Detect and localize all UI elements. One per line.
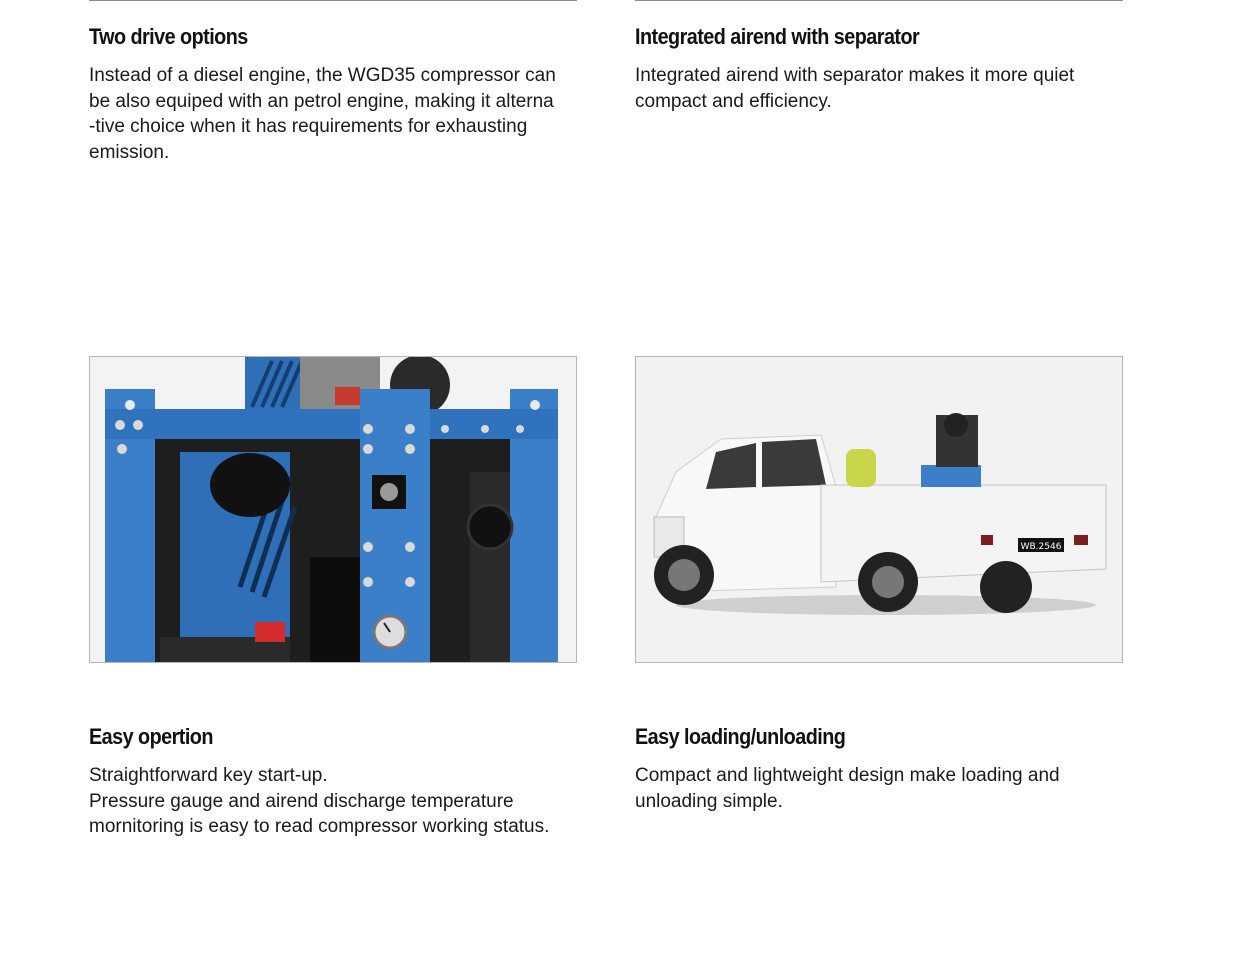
- feature-description-easy-operation: [89, 763, 549, 840]
- pickup-truck-photo-icon: [636, 357, 1122, 662]
- description-line: Compact and lightweight design make loading and: [635, 765, 1060, 786]
- description-line: -tive choice when it has requirements for exhausting: [89, 116, 528, 137]
- description-line: mornitoring is easy to read compressor working status.: [89, 816, 550, 837]
- feature-description-easy-loading: [635, 763, 1060, 814]
- license-plate-text: WB.2546: [1020, 542, 1062, 552]
- compressor-photo: [89, 356, 577, 663]
- description-line: be also equiped with an petrol engine, making it alterna: [89, 90, 554, 112]
- feature-title-integrated-airend: Integrated airend with separator: [635, 24, 920, 49]
- compressor-frame-photo-icon: [90, 357, 576, 662]
- feature-description-integrated-airend: [635, 63, 1074, 114]
- feature-title-two-drive-options: Two drive options: [89, 24, 248, 49]
- description-line: emission.: [89, 141, 170, 163]
- description-line: unloading simple.: [635, 790, 783, 812]
- feature-title-easy-operation: Easy opertion: [89, 724, 213, 749]
- description-line: Pressure gauge and airend discharge temperature: [89, 790, 514, 812]
- top-divider-left: [89, 0, 577, 1]
- description-line: compact and efficiency.: [635, 90, 832, 112]
- description-line: Straightforward key start-up.: [89, 765, 328, 786]
- description-line: Integrated airend with separator makes it more quiet: [635, 65, 1075, 86]
- feature-description-two-drive-options: [89, 63, 556, 165]
- top-divider-right: [635, 0, 1123, 1]
- description-line: Instead of a diesel engine, the WGD35 compressor can: [89, 65, 556, 86]
- feature-title-easy-loading: Easy loading/unloading: [635, 724, 846, 749]
- truck-photo: [635, 356, 1123, 663]
